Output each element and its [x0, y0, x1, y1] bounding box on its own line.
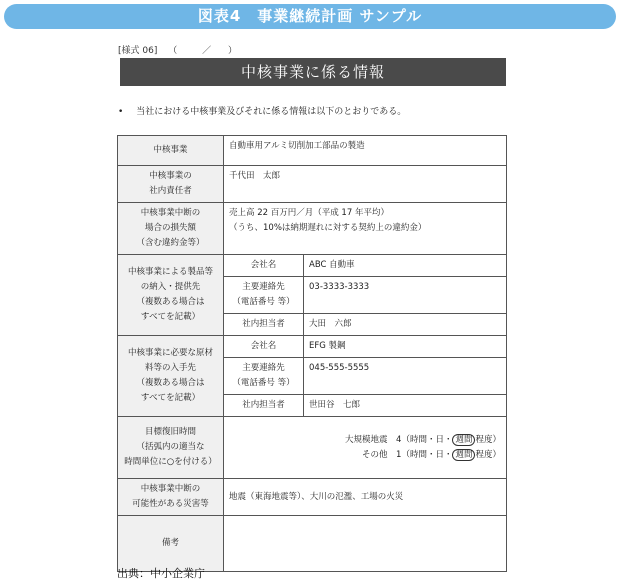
- label-line: 中核事業中断の: [140, 484, 201, 494]
- remarks-label: 備考: [118, 516, 224, 572]
- label-line: （含む違約金等）: [136, 238, 205, 248]
- materials-person: 世田谷 七郎: [304, 395, 507, 417]
- label-line: 時間単位に○を付ける）: [124, 457, 217, 467]
- recovery-text: 程度）: [475, 434, 501, 445]
- materials-person-label: 社内担当者: [224, 395, 304, 417]
- recovery-text: その他 1（時間・日・: [362, 449, 453, 460]
- figure-banner: 図表4 事業継続計画 サンプル: [4, 4, 616, 29]
- products-label: [118, 255, 224, 336]
- form-id-line: [118, 43, 245, 56]
- products-person-label: 社内担当者: [224, 314, 304, 336]
- label-line: 目標復旧時間: [144, 427, 196, 437]
- recovery-value: [224, 417, 507, 479]
- materials-label: [118, 336, 224, 417]
- intro-text: 当社における中核事業及びそれに係る情報は以下のとおりである。: [136, 107, 407, 117]
- products-contact-label: [224, 277, 304, 314]
- loss-value: [224, 203, 507, 255]
- date-close: ）: [228, 46, 238, 56]
- intro-note: [118, 104, 406, 117]
- label-line: （括弧内の適当な: [136, 442, 205, 452]
- responsible-value: 千代田 太郎: [224, 166, 507, 203]
- value-line: 売上高 22 百万円／月（平成 17 年平均）: [229, 208, 389, 218]
- table-row: [118, 136, 507, 166]
- products-contact: 03-3333-3333: [304, 277, 507, 314]
- materials-company: EFG 製鋼: [304, 336, 507, 358]
- recovery-label: [118, 417, 224, 479]
- materials-company-label: 会社名: [224, 336, 304, 358]
- core-business-table: [117, 135, 507, 572]
- label-line: すべてを記載）: [140, 393, 201, 403]
- label-line: 料等の入手先: [144, 363, 196, 373]
- table-row: [118, 516, 507, 572]
- label-line: （電話番号 等）: [232, 378, 295, 388]
- source-credit: 出典：中小企業庁: [117, 567, 205, 580]
- recovery-line-2: [229, 448, 501, 463]
- value-line: （うち、10%は納期遅れに対する契約上の違約金）: [229, 223, 427, 233]
- label-line: すべてを記載）: [140, 312, 201, 322]
- recovery-text: 程度）: [475, 449, 501, 460]
- label-line: 場合の損失額: [144, 223, 196, 233]
- materials-contact: 045-555-5555: [304, 358, 507, 395]
- label-line: 社内責任者: [149, 186, 192, 196]
- table-row: [118, 255, 507, 277]
- bullet: •: [118, 107, 124, 117]
- products-person: 大田 六郎: [304, 314, 507, 336]
- label-line: の納入・提供先: [140, 282, 201, 292]
- recovery-text: 大規模地震 4（時間・日・: [345, 434, 453, 445]
- loss-label: [118, 203, 224, 255]
- label-line: 主要連絡先: [242, 282, 285, 292]
- label-line: 中核事業中断の: [140, 208, 201, 218]
- table-row: [118, 417, 507, 479]
- responsible-label: [118, 166, 224, 203]
- products-company-label: 会社名: [224, 255, 304, 277]
- disaster-value: 地震（東海地震等）、大川の氾濫、工場の火災: [224, 479, 507, 516]
- section-heading: 中核事業に係る情報: [120, 58, 506, 86]
- label-line: 中核事業による製品等: [127, 267, 213, 277]
- label-line: 中核事業の: [149, 171, 192, 181]
- circled-unit: 週間: [452, 434, 475, 446]
- circled-unit: 週間: [452, 449, 475, 461]
- recovery-line-1: [229, 433, 501, 448]
- label-line: （電話番号 等）: [232, 297, 295, 307]
- label-line: 主要連絡先: [242, 363, 285, 373]
- disaster-label: [118, 479, 224, 516]
- materials-contact-label: [224, 358, 304, 395]
- remarks-value: [224, 516, 507, 572]
- label-line: 中核事業に必要な原材: [127, 348, 213, 358]
- label-line: 可能性がある災害等: [132, 499, 209, 509]
- products-company: ABC 自動車: [304, 255, 507, 277]
- table-row: [118, 203, 507, 255]
- label-line: （複数ある場合は: [136, 297, 205, 307]
- core-business-value: 自動車用アルミ切削加工部品の製造: [224, 136, 507, 166]
- table-row: [118, 479, 507, 516]
- form-id: [様式 06]: [118, 46, 158, 56]
- label-line: （複数ある場合は: [136, 378, 205, 388]
- table-row: [118, 336, 507, 358]
- date-sep: ／: [202, 46, 212, 56]
- table-row: [118, 166, 507, 203]
- core-business-label: 中核事業: [118, 136, 224, 166]
- date-open: （: [168, 46, 178, 56]
